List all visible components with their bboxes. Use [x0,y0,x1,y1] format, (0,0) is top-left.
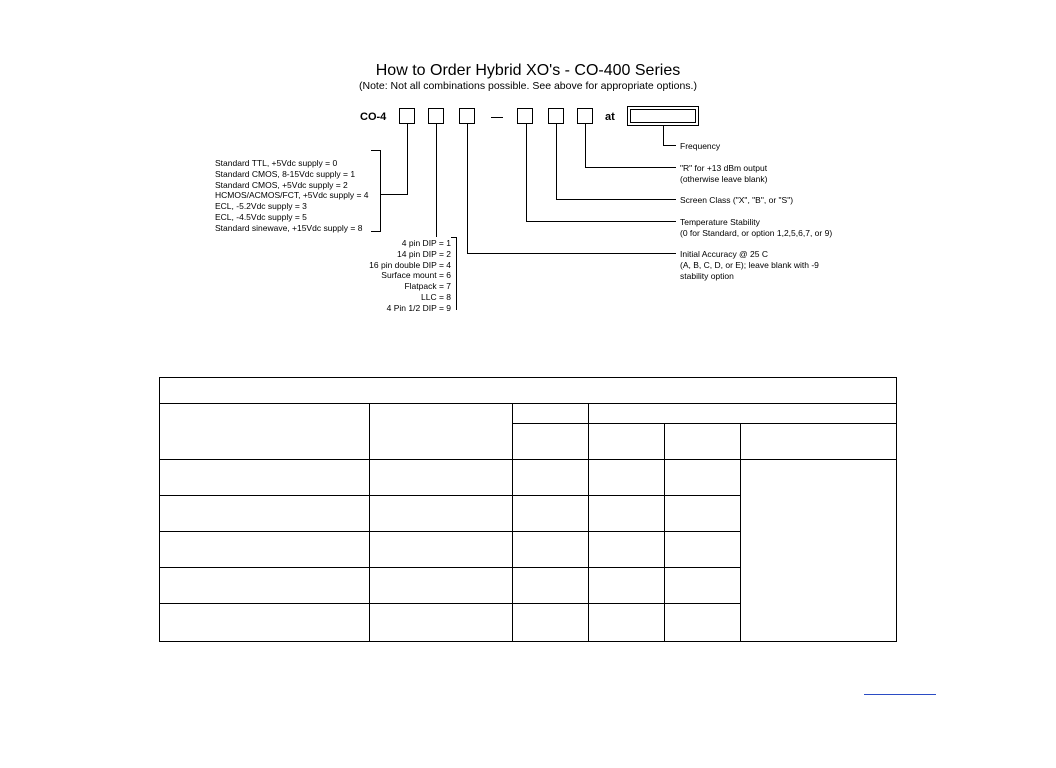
table-cell [589,496,665,532]
table-cell [370,604,513,642]
table-cell [160,532,370,568]
page-note: (Note: Not all combinations possible. See above for appropriate options.) [359,80,697,92]
output-option-label [680,163,767,185]
table-cell [665,496,741,532]
output-type-option: ECL, -5.2Vdc supply = 3 [215,201,307,212]
table-cell [513,460,589,496]
table-cell [665,568,741,604]
output-type-option: Standard sinewave, +15Vdc supply = 8 [215,222,363,233]
temperature-stability-line: (0 for Standard, or option 1,2,5,6,7, or 9) [680,227,833,238]
part-number-prefix: CO-4 [360,111,387,123]
output-type-option: Standard CMOS, +5Vdc supply = 2 [215,179,348,190]
package-option: 16 pin double DIP = 4 [369,259,451,270]
table-header-cell [589,424,665,460]
table-cell [370,568,513,604]
table-cell [589,460,665,496]
table-header-cell [513,424,589,460]
table-cell [665,460,741,496]
table-header-cell [370,404,513,460]
table-cell [160,460,370,496]
output-type-option: HCMOS/ACMOS/FCT, +5Vdc supply = 4 [215,190,369,201]
initial-accuracy-line: (A, B, C, D, or E); leave blank with -9 [680,259,819,270]
table-header-cell [160,404,370,460]
output-type-option: Standard CMOS, 8-15Vdc supply = 1 [215,168,356,179]
screen-class-label: Screen Class ("X", "B", or "S") [680,195,794,205]
initial-accuracy-line: stability option [680,270,734,281]
table-cell [665,532,741,568]
output-type-option: ECL, -4.5Vdc supply = 5 [215,211,307,222]
package-option: LLC = 8 [420,291,451,302]
package-option: 14 pin DIP = 2 [397,248,451,259]
package-option: 4 Pin 1/2 DIP = 9 [386,302,451,313]
table-cell [513,568,589,604]
initial-accuracy-line: Initial Accuracy @ 25 C [680,249,768,259]
table-header-row [160,378,897,404]
table-cell [370,460,513,496]
package-options [340,238,451,314]
temperature-stability-label [680,217,832,239]
output-type-option: Standard TTL, +5Vdc supply = 0 [215,158,338,168]
table-header-cell [589,404,897,424]
table-cell [665,604,741,642]
table-cell [370,496,513,532]
table-cell [370,532,513,568]
table-cell [160,496,370,532]
package-option: Flatpack = 7 [404,281,451,292]
table-header-cell [741,424,897,460]
output-option-line: "R" for +13 dBm output [680,163,768,173]
table-cell [160,604,370,642]
package-option: 4 pin DIP = 1 [401,238,451,248]
table-header-row [160,404,897,424]
table-row [160,460,897,496]
frequency-label: Frequency [680,141,721,151]
table-cell [589,568,665,604]
table-cell [513,604,589,642]
page-link[interactable] [864,694,936,695]
table-header-cell [665,424,741,460]
specification-table [159,377,897,642]
page-title: How to Order Hybrid XO's - CO-400 Series [375,62,681,79]
table-header-cell [513,404,589,424]
table-merged-cell [741,460,897,642]
package-option: Surface mount = 6 [381,270,451,281]
table-cell [589,604,665,642]
table-cell [589,532,665,568]
table-cell [160,568,370,604]
at-label: at [605,111,615,123]
temperature-stability-line: Temperature Stability [680,217,760,227]
table-cell [513,532,589,568]
output-type-options [215,158,369,234]
output-option-line: (otherwise leave blank) [680,173,768,184]
table-cell [513,496,589,532]
table-title-cell [160,378,897,404]
initial-accuracy-label [680,249,819,281]
